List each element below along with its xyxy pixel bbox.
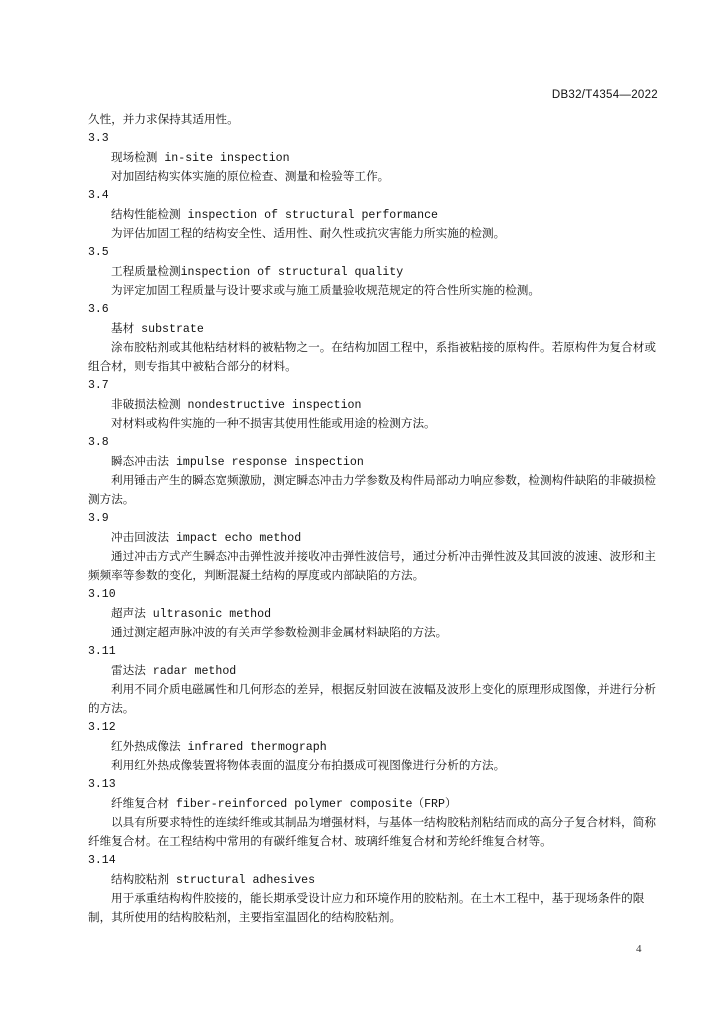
term-definition: 利用红外热成像装置将物体表面的温度分布拍摄成可视图像进行分析的方法。 [111,759,506,772]
term-heading [88,148,658,167]
term-heading [88,737,658,756]
document-code: DB32/T4354—2022 [551,89,658,101]
term-english: inspection of structural performance [180,209,439,222]
term-definition: 通过冲击方式产生瞬态冲击弹性波并接收冲击弹性波信号，通过分析冲击弹性波及其回波的波速、波形和主频频率等参数的变化，判断混凝土结构的厚度或内部缺陷的方法。 [88,550,656,582]
term-entry [88,642,658,718]
term-definition: 为评估加固工程的结构安全性、适用性、耐久性或抗灾害能力所实施的检测。 [111,227,506,240]
term-chinese: 雷达法 [111,664,146,677]
clause-number: 3.9 [88,512,109,525]
clause-number: 3.3 [88,132,109,145]
term-heading [88,870,658,889]
term-chinese: 结构胶粘剂 [111,873,169,886]
term-entry [88,585,658,642]
term-entry [88,851,658,927]
term-chinese: 工程质量检测 [111,265,181,278]
clause-number: 3.7 [88,379,109,392]
clause-number: 3.5 [88,246,109,259]
term-english: radar method [145,665,237,678]
term-heading [88,452,658,471]
term-chinese: 非破损法检测 [111,398,181,411]
term-chinese: 瞬态冲击法 [111,455,169,468]
term-chinese: 纤维复合材 [111,797,169,810]
continued-text: 久性，并力求保持其适用性。 [88,113,239,126]
term-english: substrate [134,323,204,336]
term-heading [88,604,658,623]
term-entry [88,243,658,300]
term-definition: 对加固结构实体实施的原位检查、测量和检验等工作。 [111,170,390,183]
term-entry [88,718,658,775]
clause-number: 3.12 [88,721,116,734]
clause-number: 3.11 [88,645,116,658]
clause-number: 3.13 [88,778,116,791]
term-entry [88,433,658,509]
term-definition: 利用锤击产生的瞬态宽频激励，测定瞬态冲击力学参数及构件局部动力响应参数，检测构件缺陷的非破损检测方法。 [88,474,656,506]
term-chinese: 现场检测 [111,151,158,164]
term-entry [88,775,658,851]
term-english: in-site inspection [157,152,290,165]
term-heading [88,661,658,680]
clause-number: 3.14 [88,854,116,867]
term-entry [88,509,658,585]
term-english: inspection of structural quality [180,266,404,279]
term-chinese: 结构性能检测 [111,208,181,221]
term-heading [88,395,658,414]
term-definition: 通过测定超声脉冲波的有关声学参数检测非金属材料缺陷的方法。 [111,626,448,639]
term-definition: 对材料或构件实施的一种不损害其使用性能或用途的检测方法。 [111,417,436,430]
clause-number: 3.10 [88,588,116,601]
term-english: nondestructive inspection [180,399,362,412]
clause-number: 3.8 [88,436,109,449]
term-entry [88,376,658,433]
term-heading [88,528,658,547]
term-heading [88,205,658,224]
term-english: impact echo method [168,532,302,545]
term-english: structural adhesives [168,874,316,887]
term-chinese: 基材 [111,322,135,335]
term-entry [88,186,658,243]
page-number: 4 [636,943,642,955]
term-definition: 利用不同介质电磁属性和几何形态的差异，根据反射回波在波幅及波形上变化的原理形成图像，并进行分析的方法。 [88,683,656,715]
term-entry [88,129,658,186]
term-definition: 用于承重结构构件胶接的，能长期承受设计应力和环境作用的胶粘剂。在土木工程中，基于现场条件的限制，其所使用的结构胶粘剂，主要指室温固化的结构胶粘剂。 [88,892,645,924]
term-heading [88,319,658,338]
term-english: fiber-reinforced polymer composite（FRP） [168,798,457,811]
term-definition: 涂布胶粘剂或其他粘结材料的被粘物之一。在结构加固工程中，系指被粘接的原构件。若原构件为复合材或组合材，则专指其中被粘合部分的材料。 [88,341,656,373]
clause-number: 3.6 [88,303,109,316]
term-definition: 为评定加固工程质量与设计要求或与施工质量验收规范规定的符合性所实施的检测。 [111,284,540,297]
clause-number: 3.4 [88,189,109,202]
term-chinese: 冲击回波法 [111,531,169,544]
term-heading [88,794,658,813]
term-chinese: 红外热成像法 [111,740,181,753]
term-definition: 以具有所要求特性的连续纤维或其制品为增强材料，与基体一结构胶粘剂粘结而成的高分子复合材料，简称纤维复合材。在工程结构中常用的有碳纤维复合材、玻璃纤维复合材和芳纶纤维复合材等。 [88,816,656,848]
term-heading [88,262,658,281]
term-english: infrared thermograph [180,741,327,754]
term-list [88,129,658,927]
term-entry [88,300,658,376]
term-english: ultrasonic method [145,608,272,621]
term-chinese: 超声法 [111,607,146,620]
term-english: impulse response inspection [168,456,364,469]
document-body [88,110,658,927]
